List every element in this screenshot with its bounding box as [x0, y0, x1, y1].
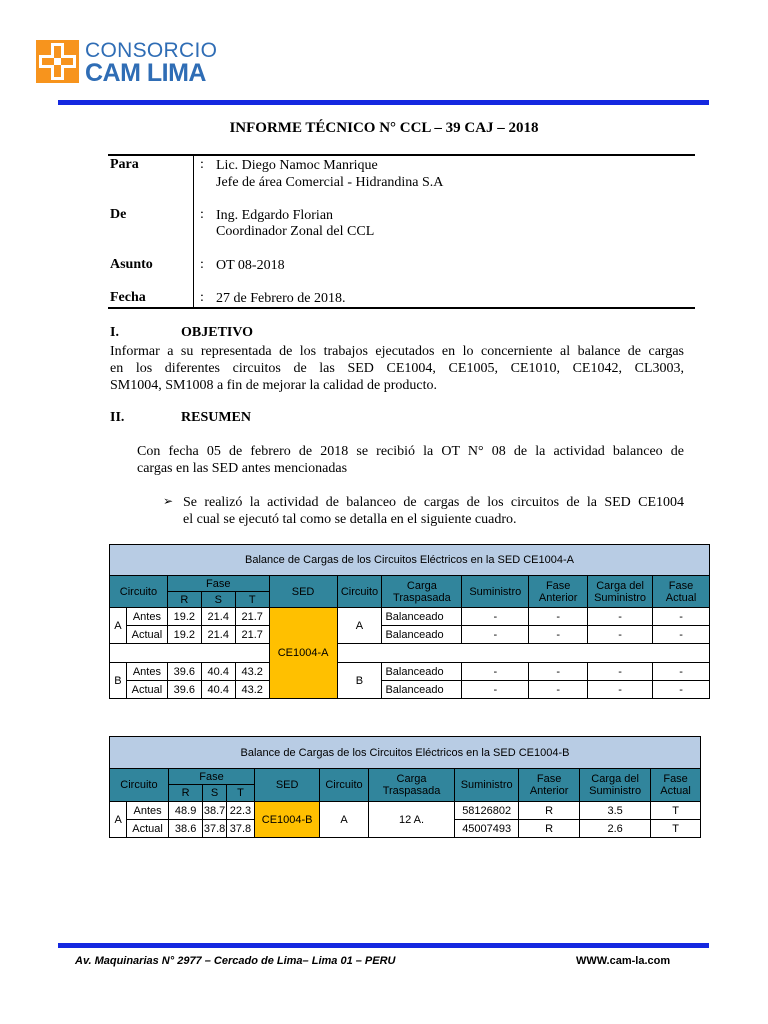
- row-label: Actual: [126, 626, 167, 644]
- table-row: [110, 802, 701, 820]
- table1-header-suministro: Suministro: [462, 576, 529, 608]
- cell-s: 38.7: [203, 802, 226, 820]
- cell-s: 37.8: [203, 820, 226, 838]
- table1-header-carga-suministro: Carga del Suministro: [588, 576, 653, 608]
- section1-line2: en los diferentes circuitos de las SED CE1004, CE1005, CE1010, CE1042, CL3003,: [110, 361, 684, 376]
- de-line2: Coordinador Zonal del CCL: [216, 224, 375, 239]
- table2-caption: Balance de Cargas de los Circuitos Eléctricos en la SED CE1004-B: [110, 737, 701, 769]
- cell-r: 39.6: [167, 663, 201, 681]
- table1-circuit-b: B: [110, 663, 127, 699]
- cell-fase-actual: T: [651, 802, 701, 820]
- cell-t: 37.8: [226, 820, 254, 838]
- table1-header-r: R: [167, 592, 201, 608]
- cell-carga-suministro: -: [588, 608, 653, 626]
- table2-circuit2-a: A: [320, 802, 369, 838]
- cell-suministro: -: [462, 608, 529, 626]
- table2-circuit-a: A: [110, 802, 127, 838]
- cell-t: 22.3: [226, 802, 254, 820]
- table1-circuit2-b: B: [337, 663, 382, 699]
- table2-header-circuito2: Circuito: [320, 769, 369, 802]
- cell-carga: Balanceado: [382, 663, 462, 681]
- cell-suministro: -: [462, 681, 529, 699]
- section2-number: II.: [110, 410, 125, 425]
- cell-r: 48.9: [168, 802, 203, 820]
- table-row: [110, 608, 710, 626]
- logo-cross-icon: [36, 40, 79, 83]
- para-line1: Lic. Diego Namoc Manrique: [216, 158, 378, 173]
- cell-fase-anterior: -: [529, 663, 588, 681]
- company-logo: [36, 40, 216, 85]
- table2-carga: 12 A.: [368, 802, 454, 838]
- table-row: [110, 626, 710, 644]
- cell-fase-anterior: -: [529, 681, 588, 699]
- table1-circuit2-a: A: [337, 608, 382, 644]
- table-row: [110, 681, 710, 699]
- cell-fase-anterior: -: [529, 626, 588, 644]
- cell-t: 43.2: [235, 681, 269, 699]
- cell-t: 21.7: [235, 608, 269, 626]
- bullet-line1: Se realizó la actividad de balanceo de cargas de los circuitos de la SED CE1004: [183, 495, 684, 510]
- table2-sed: CE1004-B: [255, 802, 320, 838]
- cell-carga-suministro: 2.6: [580, 820, 651, 838]
- cell-carga-suministro: -: [588, 663, 653, 681]
- row-label: Antes: [126, 608, 167, 626]
- header-table-bottom-border: [108, 307, 695, 309]
- footer-website-link[interactable]: WWW.cam-la.com: [576, 955, 671, 967]
- table2-header-fase: Fase: [168, 769, 254, 785]
- cell-suministro: -: [462, 663, 529, 681]
- cell-r: 38.6: [168, 820, 203, 838]
- cell-fase-anterior: R: [519, 820, 580, 838]
- cell-fase-actual: -: [653, 608, 710, 626]
- de-label: De: [110, 207, 127, 222]
- fecha-label: Fecha: [110, 290, 146, 305]
- cell-fase-actual: -: [653, 663, 710, 681]
- table1-header-carga: Carga Traspasada: [382, 576, 462, 608]
- table1-header-fase-actual: Fase Actual: [653, 576, 710, 608]
- fecha-colon: :: [200, 290, 204, 305]
- table1-circuit-a: A: [110, 608, 127, 644]
- asunto-label: Asunto: [110, 257, 153, 272]
- table1-header-t: T: [235, 592, 269, 608]
- asunto-value: OT 08-2018: [216, 258, 285, 273]
- cell-t: 21.7: [235, 626, 269, 644]
- cell-fase-anterior: -: [529, 608, 588, 626]
- cell-t: 43.2: [235, 663, 269, 681]
- cell-fase-anterior: R: [519, 802, 580, 820]
- cell-fase-actual: -: [653, 681, 710, 699]
- section1-heading: OBJETIVO: [181, 325, 254, 340]
- para-label: Para: [110, 157, 139, 172]
- fecha-value: 27 de Febrero de 2018.: [216, 291, 346, 306]
- cell-r: 19.2: [167, 626, 201, 644]
- table2-header-fase-anterior: Fase Anterior: [519, 769, 580, 802]
- cell-carga: Balanceado: [382, 681, 462, 699]
- table1-header-s: S: [201, 592, 235, 608]
- cell-fase-actual: T: [651, 820, 701, 838]
- header-table-divider: [193, 156, 194, 307]
- cell-carga-suministro: -: [588, 681, 653, 699]
- logo-text-consorcio: CONSORCIO: [85, 39, 218, 62]
- cell-suministro: 58126802: [455, 802, 519, 820]
- row-label: Actual: [126, 681, 167, 699]
- table2-header-carga: Carga Traspasada: [368, 769, 454, 802]
- cell-s: 21.4: [201, 608, 235, 626]
- cell-r: 39.6: [167, 681, 201, 699]
- cell-s: 40.4: [201, 663, 235, 681]
- table1-sed: CE1004-A: [269, 608, 337, 699]
- para-line2: Jefe de área Comercial - Hidrandina S.A: [216, 175, 444, 190]
- asunto-colon: :: [200, 257, 204, 272]
- de-colon: :: [200, 207, 204, 222]
- bullet-arrow-icon: ➢: [163, 494, 174, 508]
- cell-carga: Balanceado: [382, 608, 462, 626]
- cell-r: 19.2: [167, 608, 201, 626]
- table1-header-circuito2: Circuito: [337, 576, 382, 608]
- cell-carga: Balanceado: [382, 626, 462, 644]
- section1-number: I.: [110, 325, 119, 340]
- table2-header-s: S: [203, 785, 226, 802]
- cell-s: 21.4: [201, 626, 235, 644]
- table-row: [110, 663, 710, 681]
- row-label: Actual: [127, 820, 169, 838]
- logo-text-cam-lima: CAM LIMA: [85, 59, 206, 87]
- section1-line1: Informar a su representada de los trabajos ejecutados en lo concerniente al balance de cargas: [110, 344, 684, 359]
- section2-line2: cargas en las SED antes mencionadas: [137, 461, 348, 476]
- cell-s: 40.4: [201, 681, 235, 699]
- table1-header-sed: SED: [269, 576, 337, 608]
- bullet-line2: el cual se ejecutó tal como se detalla en el siguiente cuadro.: [183, 512, 517, 527]
- cell-carga-suministro: -: [588, 626, 653, 644]
- cell-fase-actual: -: [653, 626, 710, 644]
- table2-header-r: R: [168, 785, 203, 802]
- balance-table-ce1004-a: [109, 544, 710, 699]
- section2-heading: RESUMEN: [181, 410, 252, 425]
- para-colon: :: [200, 157, 204, 172]
- cell-suministro: 45007493: [455, 820, 519, 838]
- header-table-top-border: [108, 154, 695, 156]
- table1-header-circuito: Circuito: [110, 576, 168, 608]
- table1-caption: Balance de Cargas de los Circuitos Eléctricos en la SED CE1004-A: [110, 545, 710, 576]
- table2-header-carga-suministro: Carga del Suministro: [580, 769, 651, 802]
- table1-header-fase: Fase: [167, 576, 269, 592]
- section2-line1: Con fecha 05 de febrero de 2018 se recibió la OT N° 08 de la actividad balanceo de: [137, 444, 684, 459]
- table2-header-t: T: [226, 785, 254, 802]
- cell-carga-suministro: 3.5: [580, 802, 651, 820]
- footer-rule: [58, 943, 709, 948]
- spacer-cell-right: [337, 644, 710, 663]
- cell-suministro: -: [462, 626, 529, 644]
- table1-header-fase-anterior: Fase Anterior: [529, 576, 588, 608]
- table-spacer-row: [110, 644, 710, 663]
- section1-line3: SM1004, SM1008 a fin de mejorar la calidad de producto.: [110, 378, 437, 393]
- report-title: INFORME TÉCNICO N° CCL – 39 CAJ – 2018: [229, 120, 539, 136]
- balance-table-ce1004-b: [109, 736, 701, 838]
- de-line1: Ing. Edgardo Florian: [216, 208, 334, 223]
- row-label: Antes: [126, 663, 167, 681]
- spacer-cell-left: [110, 644, 270, 663]
- row-label: Antes: [127, 802, 169, 820]
- header-rule: [58, 100, 709, 105]
- footer-address: Av. Maquinarias N° 2977 – Cercado de Lima– Lima 01 – PERU: [75, 955, 396, 967]
- table2-header-circuito: Circuito: [110, 769, 169, 802]
- table2-header-sed: SED: [255, 769, 320, 802]
- table2-header-fase-actual: Fase Actual: [651, 769, 701, 802]
- table2-header-suministro: Suministro: [455, 769, 519, 802]
